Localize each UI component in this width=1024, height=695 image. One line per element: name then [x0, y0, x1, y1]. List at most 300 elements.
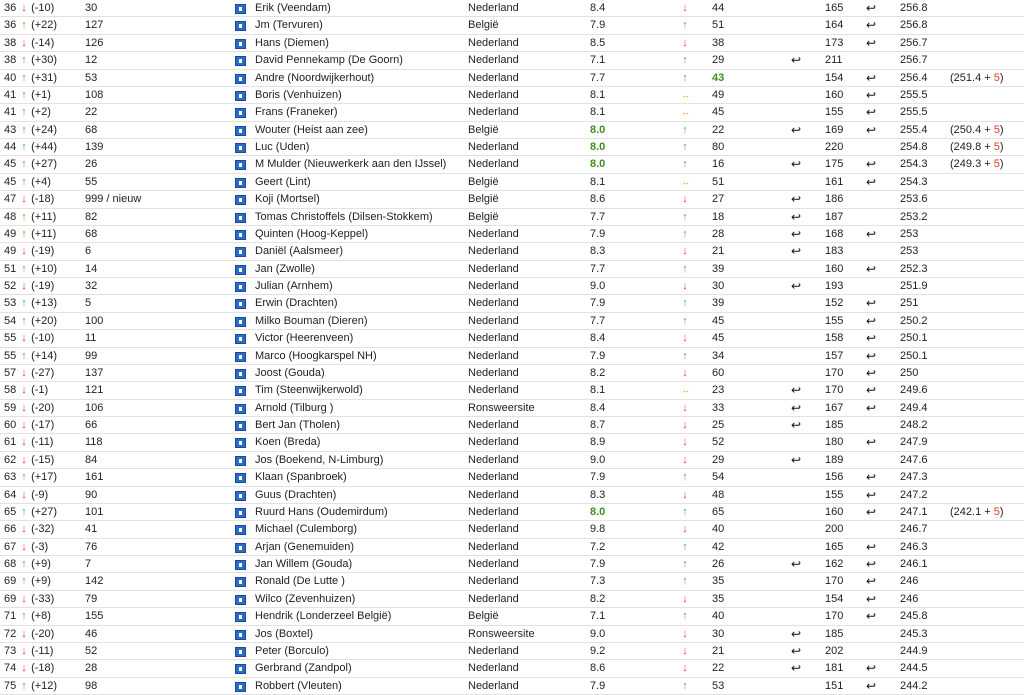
- arrow-up-icon: ↑: [682, 610, 688, 623]
- participant-name[interactable]: M Mulder (Nieuwerkerk aan den IJssel): [255, 158, 447, 171]
- movement-cell: [20, 0, 54, 16]
- previous-rank-cell: 30: [85, 2, 98, 14]
- return-arrow-icon: ↩: [791, 157, 802, 172]
- trend-value: 60: [712, 366, 725, 379]
- weeks-cell: 165: [825, 540, 844, 553]
- photo-icon[interactable]: [235, 438, 246, 448]
- total-score-cell: 245.3: [900, 627, 928, 640]
- weeks-cell: 185: [825, 419, 844, 431]
- return-arrow-icon: ↩: [866, 174, 877, 189]
- previous-rank-cell: 55: [85, 175, 98, 188]
- country-cell: Nederland: [468, 227, 519, 240]
- participant-name[interactable]: Andre (Noordwijkerhout): [255, 71, 375, 84]
- total-score-cell: 251: [900, 297, 919, 310]
- trend-value: 40: [712, 610, 725, 623]
- trend-value: 51: [712, 19, 725, 32]
- trend-value: 65: [712, 505, 725, 518]
- previous-rank-cell: 79: [85, 592, 98, 605]
- trend-value: 45: [712, 332, 725, 345]
- previous-rank-cell: 53: [85, 71, 98, 84]
- movement-cell: [20, 626, 54, 642]
- arrow-down-icon: ↓: [21, 523, 27, 536]
- movement-value: (-20): [31, 627, 55, 640]
- return-arrow-icon: ↩: [866, 678, 877, 693]
- weeks-cell: 154: [825, 592, 844, 605]
- country-cell: Nederland: [468, 280, 519, 292]
- photo-icon[interactable]: [235, 352, 246, 362]
- arrow-down-icon: ↓: [682, 245, 688, 258]
- participant-name[interactable]: Jos (Boxtel): [255, 627, 314, 640]
- photo-icon[interactable]: [235, 21, 246, 31]
- participant-name[interactable]: Victor (Heerenveen): [255, 332, 354, 345]
- previous-rank-cell: 68: [85, 227, 98, 240]
- trend-value: 23: [712, 384, 725, 397]
- score-cell: 7.2: [590, 540, 606, 553]
- participant-name[interactable]: Jan Willem (Gouda): [255, 558, 353, 570]
- arrow-down-icon: ↓: [21, 332, 27, 345]
- rank-cell: 48: [4, 210, 17, 223]
- weeks-cell: 175: [825, 158, 844, 171]
- photo-icon[interactable]: [235, 456, 246, 466]
- rank-cell: 58: [4, 384, 17, 397]
- arrow-down-icon: ↓: [682, 280, 688, 292]
- arrow-down-icon: ↓: [21, 540, 27, 553]
- movement-value: (-3): [31, 540, 49, 553]
- country-cell: Nederland: [468, 488, 519, 501]
- arrow-up-icon: ↑: [682, 540, 688, 553]
- movement-cell: [20, 52, 57, 68]
- photo-icon[interactable]: [235, 195, 246, 205]
- photo-icon[interactable]: [235, 178, 246, 188]
- rank-cell: 52: [4, 280, 17, 292]
- movement-cell: [20, 487, 48, 503]
- photo-icon[interactable]: [235, 299, 246, 309]
- previous-rank-cell: 999 / nieuw: [85, 193, 142, 206]
- movement-cell: [20, 469, 57, 485]
- photo-icon[interactable]: [235, 525, 246, 535]
- photo-icon[interactable]: [235, 91, 246, 101]
- photo-icon[interactable]: [235, 230, 246, 240]
- country-cell: Nederland: [468, 558, 519, 570]
- participant-name[interactable]: Julian (Arnhem): [255, 280, 333, 292]
- participant-name[interactable]: Tomas Christoffels (Dilsen-Stokkem): [255, 210, 433, 223]
- trend-value: 35: [712, 575, 725, 588]
- arrow-up-icon: ↑: [21, 262, 27, 275]
- country-cell: Nederland: [468, 106, 519, 119]
- movement-value: (+11): [31, 210, 57, 223]
- trend-value: 30: [712, 280, 725, 292]
- weeks-cell: 181: [825, 662, 844, 675]
- score-cell: 8.7: [590, 419, 606, 431]
- score-cell: 8.6: [590, 662, 606, 675]
- weeks-cell: 155: [825, 488, 844, 501]
- participant-name[interactable]: Hans (Diemen): [255, 36, 329, 49]
- trend-value: 80: [712, 141, 725, 153]
- rank-cell: 66: [4, 523, 17, 536]
- arrow-down-icon: ↓: [21, 436, 27, 449]
- previous-rank-cell: 108: [85, 88, 104, 101]
- arrow-down-icon: ↓: [21, 419, 27, 431]
- arrow-down-icon: ↓: [682, 592, 688, 605]
- movement-value: (-20): [31, 401, 55, 414]
- country-cell: Nederland: [468, 297, 519, 310]
- country-cell: Nederland: [468, 679, 519, 692]
- country-cell: Nederland: [468, 141, 519, 153]
- arrow-up-icon: ↑: [21, 505, 27, 518]
- arrow-up-icon: ↑: [682, 575, 688, 588]
- total-score-cell: 244.2: [900, 679, 928, 692]
- photo-icon[interactable]: [235, 473, 246, 483]
- arrow-up-icon: ↑: [682, 123, 688, 136]
- photo-icon[interactable]: [235, 317, 246, 327]
- rank-cell: 74: [4, 662, 17, 675]
- weeks-cell: 170: [825, 575, 844, 588]
- total-score-cell: 244.9: [900, 644, 928, 657]
- table-row: [0, 35, 1024, 52]
- photo-icon[interactable]: [235, 56, 246, 66]
- participant-name[interactable]: Klaan (Spanbroek): [255, 471, 347, 484]
- participant-name[interactable]: Peter (Borculo): [255, 644, 329, 657]
- photo-icon[interactable]: [235, 265, 246, 275]
- weeks-cell: 162: [825, 558, 844, 570]
- participant-name[interactable]: Arjan (Genemuiden): [255, 540, 355, 553]
- left-right-arrow-icon: ↔: [681, 89, 690, 100]
- photo-icon[interactable]: [235, 404, 246, 414]
- participant-name[interactable]: Luc (Uden): [255, 141, 310, 153]
- score-cell: 7.9: [590, 227, 606, 240]
- arrow-down-icon: ↓: [21, 245, 27, 258]
- photo-icon[interactable]: [235, 647, 246, 657]
- country-cell: Nederland: [468, 592, 519, 605]
- photo-icon[interactable]: [235, 247, 246, 257]
- rank-cell: 59: [4, 401, 17, 414]
- total-score-cell: 247.2: [900, 488, 928, 501]
- photo-icon[interactable]: [235, 595, 246, 605]
- photo-icon[interactable]: [235, 612, 246, 622]
- movement-value: (-14): [31, 36, 55, 49]
- arrow-down-icon: ↓: [682, 193, 688, 206]
- arrow-up-icon: ↑: [21, 575, 27, 588]
- trend-value: 39: [712, 262, 725, 275]
- arrow-down-icon: ↓: [21, 627, 27, 640]
- arrow-down-icon: ↓: [21, 2, 27, 14]
- return-arrow-icon: ↩: [866, 105, 877, 120]
- photo-icon[interactable]: [235, 682, 246, 692]
- arrow-down-icon: ↓: [682, 453, 688, 466]
- return-arrow-icon: ↩: [866, 296, 877, 311]
- country-cell: België: [468, 610, 499, 623]
- photo-icon[interactable]: [235, 126, 246, 136]
- table-row: [0, 243, 1024, 260]
- score-cell: 9.0: [590, 453, 606, 466]
- trend-value: 28: [712, 227, 725, 240]
- previous-rank-cell: 161: [85, 471, 104, 484]
- return-arrow-icon: ↩: [791, 661, 802, 676]
- previous-rank-cell: 137: [85, 366, 104, 379]
- participant-name[interactable]: Arnold (Tilburg ): [255, 401, 334, 414]
- country-cell: Nederland: [468, 505, 519, 518]
- movement-value: (+20): [31, 314, 58, 327]
- score-cell: 8.2: [590, 366, 606, 379]
- participant-name[interactable]: Quinten (Hoog-Keppel): [255, 227, 369, 240]
- photo-icon[interactable]: [235, 4, 246, 14]
- participant-name[interactable]: Erwin (Drachten): [255, 297, 338, 310]
- weeks-cell: 160: [825, 262, 844, 275]
- movement-cell: [20, 35, 54, 51]
- weeks-cell: 189: [825, 453, 844, 466]
- rank-cell: 36: [4, 19, 17, 32]
- movement-cell: [20, 209, 56, 225]
- participant-name[interactable]: Geert (Lint): [255, 175, 311, 188]
- table-row: [0, 313, 1024, 330]
- movement-value: (+27): [31, 505, 58, 518]
- participant-name[interactable]: Gerbrand (Zandpol): [255, 662, 352, 675]
- weeks-cell: 164: [825, 19, 844, 32]
- rank-cell: 72: [4, 627, 17, 640]
- participant-name[interactable]: Robbert (Vleuten): [255, 679, 342, 692]
- weeks-cell: 170: [825, 384, 844, 397]
- participant-name[interactable]: Daniël (Aalsmeer): [255, 245, 344, 258]
- score-cell: 9.0: [590, 627, 606, 640]
- movement-cell: [20, 434, 53, 450]
- movement-value: (+31): [31, 71, 58, 84]
- photo-icon[interactable]: [235, 334, 246, 344]
- movement-value: (-1): [31, 384, 49, 397]
- weeks-cell: 156: [825, 471, 844, 484]
- participant-name[interactable]: Guus (Drachten): [255, 488, 337, 501]
- arrow-up-icon: ↑: [21, 297, 27, 310]
- weeks-cell: 183: [825, 245, 844, 258]
- rank-cell: 51: [4, 262, 17, 275]
- rank-cell: 47: [4, 193, 17, 206]
- arrow-down-icon: ↓: [682, 419, 688, 431]
- participant-name[interactable]: Ruurd Hans (Oudemirdum): [255, 505, 388, 518]
- photo-icon[interactable]: [235, 160, 246, 170]
- table-row: [0, 348, 1024, 365]
- arrow-down-icon: ↓: [21, 644, 27, 657]
- table-row: [0, 17, 1024, 34]
- photo-icon[interactable]: [235, 560, 246, 570]
- trend-value: 34: [712, 349, 725, 362]
- movement-cell: [20, 139, 57, 155]
- movement-value: (+10): [31, 262, 58, 275]
- photo-icon[interactable]: [235, 108, 246, 118]
- trend-value: 30: [712, 627, 725, 640]
- photo-icon[interactable]: [235, 577, 246, 587]
- trend-value: 21: [712, 245, 725, 258]
- arrow-up-icon: ↑: [21, 54, 27, 67]
- return-arrow-icon: ↩: [866, 591, 877, 606]
- rank-cell: 53: [4, 297, 17, 310]
- previous-rank-cell: 32: [85, 280, 98, 292]
- participant-name[interactable]: Ronald (De Lutte ): [255, 575, 345, 588]
- photo-icon[interactable]: [235, 143, 246, 153]
- participant-name[interactable]: Jm (Tervuren): [255, 19, 323, 32]
- photo-icon[interactable]: [235, 39, 246, 49]
- participant-name[interactable]: Koji (Mortsel): [255, 193, 320, 206]
- return-arrow-icon: ↩: [866, 383, 877, 398]
- arrow-down-icon: ↓: [682, 36, 688, 49]
- movement-cell: [20, 504, 57, 520]
- arrow-down-icon: ↓: [21, 366, 27, 379]
- previous-rank-cell: 98: [85, 679, 98, 692]
- bonus-plus: 5: [993, 71, 1000, 84]
- movement-cell: [20, 330, 54, 346]
- participant-name[interactable]: Tim (Steenwijkerwold): [255, 384, 363, 397]
- weeks-cell: 168: [825, 227, 844, 240]
- photo-icon[interactable]: [235, 491, 246, 501]
- photo-icon[interactable]: [235, 213, 246, 223]
- participant-name[interactable]: Koen (Breda): [255, 436, 321, 449]
- movement-value: (-10): [31, 2, 55, 14]
- movement-value: (-11): [31, 644, 54, 657]
- return-arrow-icon: ↩: [866, 661, 877, 676]
- country-cell: Nederland: [468, 332, 519, 345]
- score-cell: 9.2: [590, 644, 606, 657]
- weeks-cell: 211: [825, 54, 843, 67]
- table-row: [0, 556, 1024, 573]
- photo-icon[interactable]: [235, 386, 246, 396]
- total-score-cell: 246.7: [900, 523, 928, 536]
- weeks-cell: 200: [825, 523, 844, 536]
- movement-value: (-15): [31, 453, 55, 466]
- movement-cell: [20, 261, 57, 277]
- participant-name[interactable]: Jos (Boekend, N-Limburg): [255, 453, 384, 466]
- trend-value: 49: [712, 88, 725, 101]
- table-row: [0, 104, 1024, 121]
- rank-cell: 44: [4, 141, 17, 153]
- photo-icon[interactable]: [235, 282, 246, 292]
- return-arrow-icon: ↩: [866, 557, 877, 571]
- participant-name[interactable]: Joost (Gouda): [255, 366, 325, 379]
- arrow-up-icon: ↑: [21, 141, 27, 153]
- arrow-up-icon: ↑: [682, 54, 688, 67]
- table-row: [0, 660, 1024, 677]
- country-cell: Nederland: [468, 523, 519, 536]
- total-score-cell: 256.8: [900, 2, 928, 14]
- previous-rank-cell: 76: [85, 540, 98, 553]
- table-row: [0, 261, 1024, 278]
- return-arrow-icon: ↩: [791, 418, 802, 432]
- movement-cell: [20, 452, 54, 468]
- participant-name[interactable]: Milko Bouman (Dieren): [255, 314, 368, 327]
- movement-cell: [20, 17, 57, 33]
- photo-icon[interactable]: [235, 664, 246, 674]
- return-arrow-icon: ↩: [866, 331, 877, 346]
- score-cell: 7.3: [590, 575, 606, 588]
- arrow-up-icon: ↑: [682, 679, 688, 692]
- trend-value: 53: [712, 679, 725, 692]
- participant-name[interactable]: David Pennekamp (De Goorn): [255, 54, 403, 67]
- rank-cell: 45: [4, 175, 17, 188]
- previous-rank-cell: 52: [85, 644, 98, 657]
- rank-cell: 57: [4, 366, 17, 379]
- country-cell: Nederland: [468, 453, 519, 466]
- trend-value: 52: [712, 436, 725, 449]
- rank-cell: 73: [4, 644, 17, 657]
- return-arrow-icon: ↩: [866, 157, 877, 172]
- movement-value: (+13): [31, 297, 58, 310]
- movement-cell: [20, 608, 51, 624]
- trend-value: 21: [712, 644, 725, 657]
- total-score-cell: 254.3: [900, 158, 928, 171]
- arrow-down-icon: ↓: [21, 453, 27, 466]
- table-row: [0, 573, 1024, 590]
- participant-name[interactable]: Wouter (Heist aan zee): [255, 123, 368, 136]
- movement-cell: [20, 295, 57, 311]
- bonus-plus: 5: [993, 123, 1000, 136]
- participant-name[interactable]: Jan (Zwolle): [255, 262, 315, 275]
- return-arrow-icon: ↩: [866, 365, 877, 380]
- table-row: [0, 278, 1024, 295]
- arrow-up-icon: ↑: [682, 158, 688, 171]
- movement-value: (-10): [31, 332, 55, 345]
- country-cell: Nederland: [468, 575, 519, 588]
- previous-rank-cell: 14: [85, 262, 98, 275]
- arrow-up-icon: ↑: [682, 505, 688, 518]
- participant-name[interactable]: Bert Jan (Tholen): [255, 419, 340, 431]
- previous-rank-cell: 99: [85, 349, 98, 362]
- photo-icon[interactable]: [235, 543, 246, 553]
- table-row: [0, 626, 1024, 643]
- return-arrow-icon: ↩: [866, 539, 877, 554]
- score-cell: 7.1: [590, 610, 606, 623]
- previous-rank-cell: 139: [85, 141, 104, 153]
- photo-icon[interactable]: [235, 74, 246, 84]
- movement-value: (+9): [31, 558, 51, 570]
- participant-name[interactable]: Erik (Veendam): [255, 2, 331, 14]
- participant-name[interactable]: Hendrik (Londerzeel België): [255, 610, 392, 623]
- score-cell: 8.1: [590, 175, 606, 188]
- return-arrow-icon: ↩: [791, 452, 802, 467]
- trend-value: 42: [712, 540, 725, 553]
- country-cell: Nederland: [468, 366, 519, 379]
- previous-rank-cell: 28: [85, 662, 98, 675]
- arrow-down-icon: ↓: [682, 488, 688, 501]
- movement-cell: [20, 348, 57, 364]
- weeks-cell: 186: [825, 193, 844, 206]
- previous-rank-cell: 5: [85, 297, 92, 310]
- participant-name[interactable]: Marco (Hoogkarspel NH): [255, 349, 377, 362]
- score-cell: 8.9: [590, 436, 606, 449]
- movement-cell: [20, 678, 57, 694]
- participant-name[interactable]: Frans (Franeker): [255, 106, 338, 119]
- participant-name[interactable]: Wilco (Zevenhuizen): [255, 592, 356, 605]
- photo-icon[interactable]: [235, 630, 246, 640]
- arrow-up-icon: ↑: [682, 227, 688, 240]
- photo-icon[interactable]: [235, 369, 246, 379]
- bonus-plus: 5: [993, 158, 1000, 171]
- total-score-cell: 254.8: [900, 141, 928, 153]
- weeks-cell: 152: [825, 297, 844, 310]
- country-cell: Nederland: [468, 158, 519, 171]
- return-arrow-icon: ↩: [866, 313, 877, 328]
- arrow-up-icon: ↑: [21, 88, 27, 101]
- rank-cell: 67: [4, 540, 17, 553]
- participant-name[interactable]: Michael (Culemborg): [255, 523, 358, 536]
- photo-icon[interactable]: [235, 508, 246, 518]
- score-cell: 7.7: [590, 262, 606, 275]
- photo-icon[interactable]: [235, 421, 246, 431]
- score-cell: 7.7: [590, 71, 606, 84]
- participant-name[interactable]: Boris (Venhuizen): [255, 88, 342, 101]
- trend-value: 33: [712, 401, 725, 414]
- return-arrow-icon: ↩: [866, 70, 877, 85]
- score-cell: 7.9: [590, 679, 606, 692]
- country-cell: Nederland: [468, 471, 519, 484]
- score-cell: 8.2: [590, 592, 606, 605]
- table-row: [0, 487, 1024, 504]
